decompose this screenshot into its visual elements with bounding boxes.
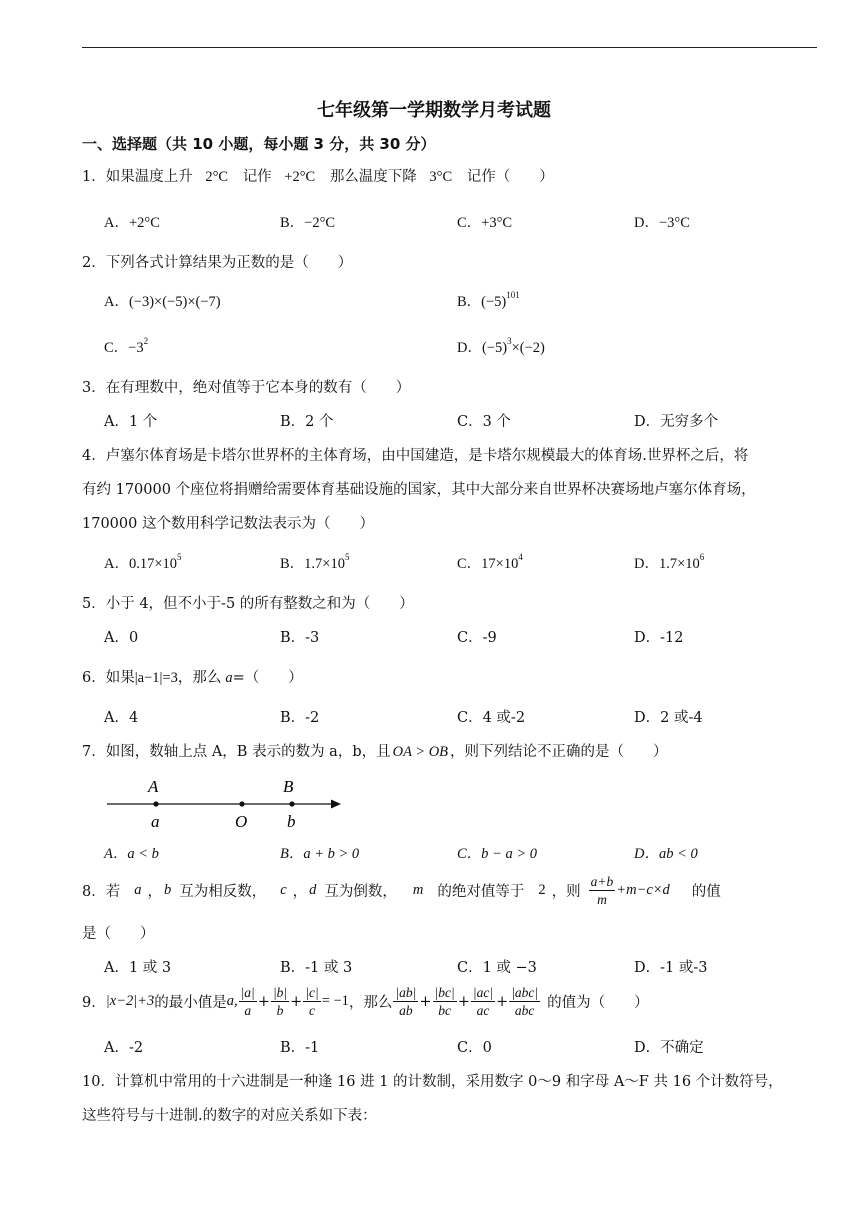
q9-cond-a: a, [226,993,238,1009]
q9-option-a[interactable]: A．-2 [104,1040,144,1056]
q9-g1-num: |ab| [395,985,417,1000]
q4-a-base: A．0.17×10 [104,556,178,572]
q7-text: 7．如图，数轴上点 A，B 表示的数为 a，b，且 [82,744,391,760]
q9-frac-3 [303,984,320,1019]
q1-option-d[interactable]: D．−3°C [634,215,690,231]
question-5-stem: 5．小于 4，但不小于-5 的所有整数之和为（ ） [82,596,414,612]
q1-option-a[interactable]: A．+2°C [104,215,160,231]
q4-option-c[interactable] [457,552,523,573]
q9-g3-num: |ac| [472,985,494,1000]
q6-option-b[interactable]: B．-2 [280,710,320,726]
q8-text: 互为相反数， [179,884,267,900]
question-4-line3: 170000 这个数用科学记数法表示为（ ） [82,516,374,532]
q9-f1-den: a [244,1003,252,1018]
q8-option-d[interactable]: D．-1 或-3 [634,960,708,976]
q8-frac-num: a+b [590,874,614,889]
q2-d-exp: 3 [507,336,512,347]
q9-text: ，那么 [348,995,393,1011]
q9-f3-num: |c| [305,985,319,1000]
q4-c-base: C．17×10 [457,556,519,572]
q9-text: 的最小值是 [154,995,227,1011]
q2-c-base: C．−3 [104,340,144,356]
label-B: B [283,777,294,796]
point-o [239,801,244,806]
q9-text: 的值为（ ） [547,995,649,1011]
label-O: O [235,812,248,831]
section-heading: 一、选择题（共 10 小题，每小题 3 分，共 30 分） [82,135,436,153]
q9-f2-den: b [276,1003,284,1018]
q9-f3-den: c [308,1003,315,1018]
q4-d-base: D．1.7×10 [634,556,700,572]
point-a [153,801,158,806]
q1-temp3: 3°C [429,169,453,185]
q2-c-exp: 2 [143,336,149,347]
q4-option-a[interactable] [104,552,182,573]
q8-frac-den: m [597,892,607,907]
question-10-line1: 10．计算机中常用的十六进制是一种逢 16 进 1 的计数制，采用数字 0～9 和字母 A～F 共 16 个计数符号， [82,1074,783,1090]
q8-var-m: m [412,882,424,898]
q8-sep: ， [292,884,308,900]
question-7-stem [82,740,668,761]
q7-option-a[interactable]: A．a < b [104,846,159,862]
q9-eq: = −1 [321,993,349,1009]
q4-c-exp: 4 [518,552,523,563]
q1-text: 记作（ ） [466,169,554,185]
question-9-stem: 9． |x−2|+3 的最小值是 a, $\frac{|a|}{a}$ + $\frac{|b|}{b}$ + $\frac{|c|}{c}$ = −1 ，那么 $\frac{|ab|}{ab}$ + $\frac{|bc|}{bc}$ + $\frac{|ac|}{ac}$ + $\frac{\text{|abc|}}{\text{abc}}$ 的值为（ ） [82,985,649,1018]
q8-text: 的绝对值等于 [437,884,525,900]
q9-frac-6 [471,984,495,1019]
q2-option-b[interactable] [457,290,520,311]
q5-option-c[interactable]: C．-9 [457,630,497,646]
label-a: a [151,812,160,831]
question-8-stem [82,873,721,908]
page-title: 七年级第一学期数学月考试题 [317,100,551,121]
q1-option-b[interactable]: B．−2°C [280,215,336,231]
q7-text: ，则下列结论不正确的是（ ） [450,744,668,760]
q9-option-c[interactable]: C．0 [457,1040,492,1056]
q1-text: 记作 [242,169,272,185]
q1-temp2: +2°C [284,169,316,185]
q1-temp1: 2°C [205,169,229,185]
q8-option-c[interactable]: C．1 或 −3 [457,960,537,976]
q7-option-d[interactable]: D．ab < 0 [634,846,698,862]
q2-option-c[interactable] [104,336,148,357]
q8-text: ，则 [551,884,581,900]
q8-two: 2 [538,882,546,898]
q9-g4-num: |abc| [511,985,539,1000]
q8-var-d: d [309,882,317,898]
q9-g1-den: ab [399,1003,413,1018]
q6-option-c[interactable]: C．4 或-2 [457,710,526,726]
q9-g2-den: bc [438,1003,451,1018]
q2-b-exp: 101 [506,290,520,301]
q8-text: 互为倒数， [324,884,397,900]
q8-tail: +m−c×d [616,882,670,898]
number-line-figure [105,773,350,833]
q9-f2-num: |b| [272,985,288,1000]
q5-option-a[interactable]: A．0 [104,630,139,646]
question-4-line2: 有约 170000 个座位将捐赠给需要体育基础设施的国家，其中大部分来自世界杯决赛场地卢塞尔体育场， [82,482,756,498]
q9-text: 9． [82,995,106,1011]
q9-option-d[interactable]: D．不确定 [634,1040,704,1056]
q2-d-base: D．(−5) [457,340,508,356]
q8-var-b: b [163,882,172,898]
q6-text: 6．如果 [82,670,135,686]
q2-d-tail: ×(−2) [511,340,545,356]
q6-text: ，那么 [177,670,222,686]
q1-text: 那么温度下降 [329,169,417,185]
q9-frac-2 [271,984,289,1019]
label-b: b [287,812,296,831]
question-3-stem: 3．在有理数中，绝对值等于它本身的数有（ ） [82,380,411,396]
q4-d-exp: 6 [699,552,705,563]
question-8-line2: 是（ ） [82,926,155,942]
q1-text: 1．如果温度上升 [82,169,193,185]
question-1-stem [82,165,554,186]
q8-text: 的值 [691,884,721,900]
q7-expr: OA > OB [392,744,449,760]
q8-text: 8．若 [82,884,121,900]
point-b [289,801,294,806]
header-rule [82,47,817,48]
q6-option-a[interactable]: A．4 [104,710,139,726]
q1-option-c[interactable]: C．+3°C [457,215,513,231]
q8-var-c: c [280,882,287,898]
q6-var: a [225,670,233,686]
q2-b-base: B．(−5) [457,294,507,310]
q6-option-d[interactable]: D．2 或-4 [634,710,703,726]
q4-b-base: B．1.7×10 [280,556,345,572]
q3-option-a[interactable]: A．1 个 [104,414,158,430]
axis-arrow-icon [331,800,341,809]
q7-option-c[interactable]: C．b − a > 0 [457,846,537,862]
question-6-stem [82,666,303,687]
q3-option-b[interactable]: B．2 个 [280,414,334,430]
q3-option-d[interactable]: D．无穷多个 [634,414,719,430]
q7-option-b[interactable]: B．a + b > 0 [280,846,360,862]
q6-text: =（ ） [232,670,303,686]
q9-frac-1 [239,984,257,1019]
q6-expr: |a−1|=3 [134,670,178,686]
q4-b-exp: 5 [344,552,350,563]
q4-option-d[interactable] [634,552,704,573]
q2-option-d[interactable] [457,336,545,357]
q2-option-a[interactable]: A．(−3)×(−5)×(−7) [104,294,221,310]
q8-var-a: a [134,882,142,898]
q4-option-b[interactable] [280,552,349,573]
question-2-stem: 2．下列各式计算结果为正数的是（ ） [82,255,353,271]
q4-a-exp: 5 [177,552,182,563]
question-10-line2: 这些符号与十进制.的数字的对应关系如下表： [82,1108,377,1124]
q3-option-c[interactable]: C．3 个 [457,414,511,430]
q5-option-d[interactable]: D．-12 [634,630,684,646]
q8-option-a[interactable]: A．1 或 3 [104,960,172,976]
q8-fraction [589,873,616,908]
label-A: A [148,777,159,796]
q5-option-b[interactable]: B．-3 [280,630,320,646]
q9-g4-den: abc [514,1003,535,1018]
q9-frac-4 [393,984,418,1019]
q8-option-b[interactable]: B．-1 或 3 [280,960,353,976]
q9-frac-5 [433,984,457,1019]
q9-frac-7 [509,984,540,1019]
q9-f1-num: |a| [240,985,255,1000]
q8-sep: ， [147,884,162,900]
q9-g2-num: |bc| [434,985,455,1000]
question-4-line1: 4．卢塞尔体育场是卡塔尔世界杯的主体育场，由中国建造，是卡塔尔规模最大的体育场.世界杯之后，将 [82,448,749,464]
q9-expr: |x−2|+3 [105,993,155,1009]
q9-option-b[interactable]: B．-1 [280,1040,320,1056]
q9-g3-den: ac [476,1003,490,1018]
